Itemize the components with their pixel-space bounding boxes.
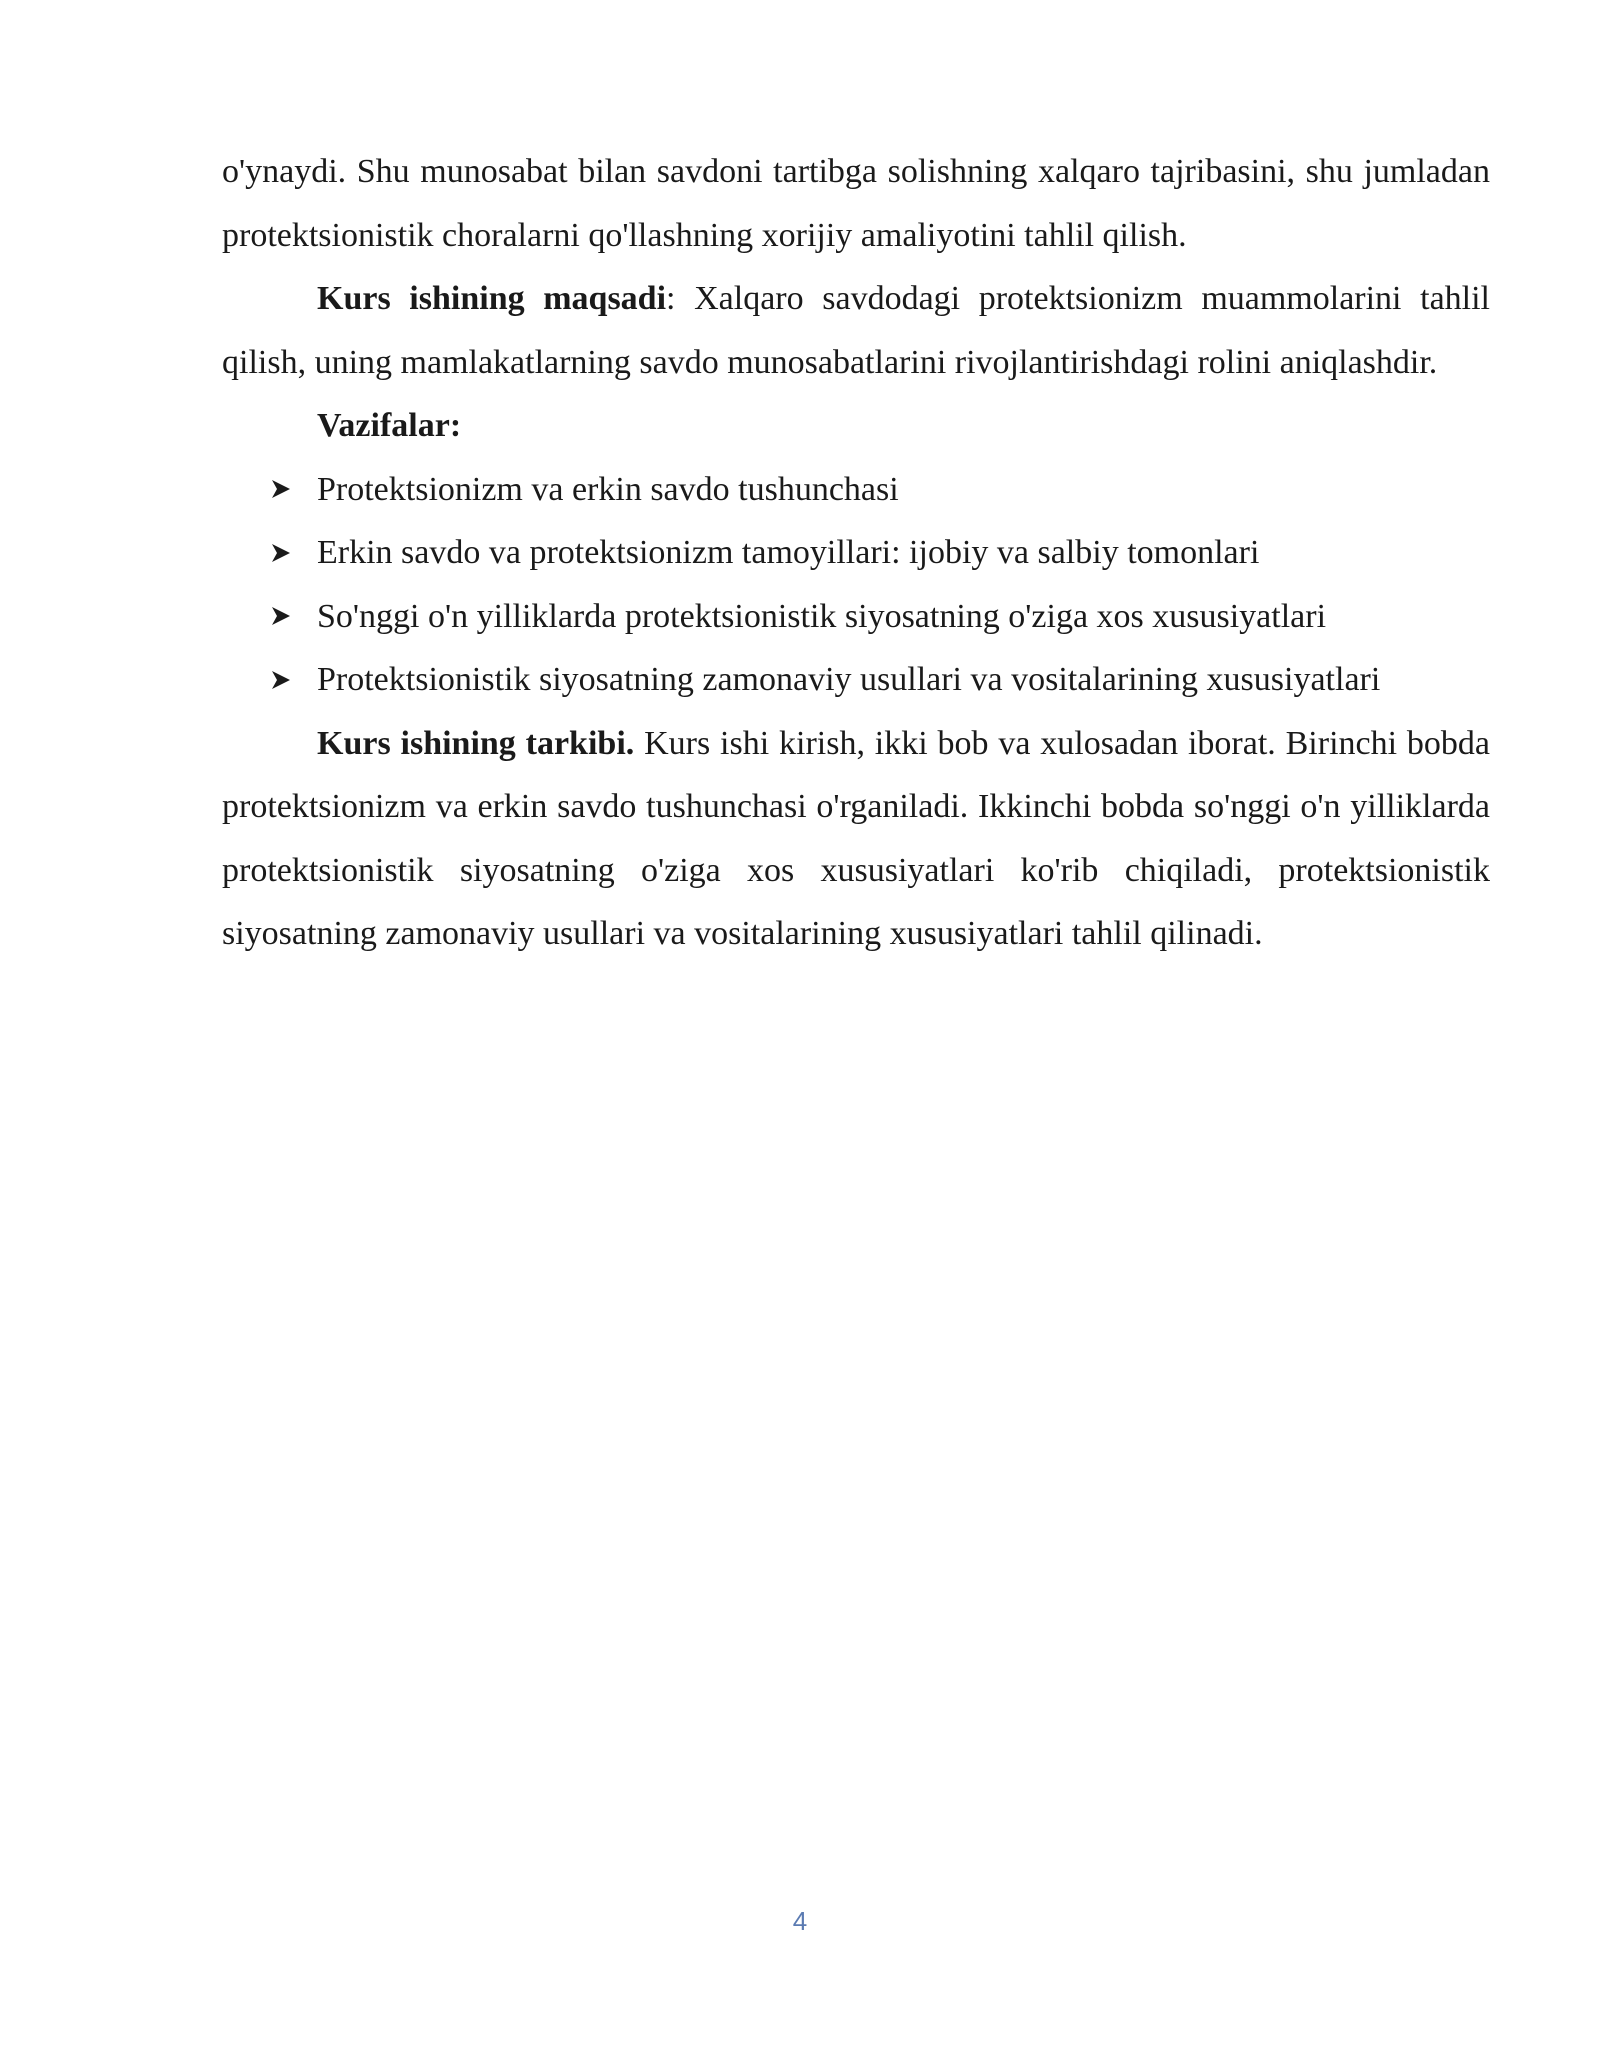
list-item	[222, 648, 1490, 712]
goal-label: Kurs ishining maqsadi	[317, 280, 667, 317]
structure-label: Kurs ishining tarkibi.	[317, 724, 635, 762]
goal-text: : Xalqaro savdodagi protektsionizm muammolarini tahlil qilish, uning mamlakatlarning savdo munosabatlarini rivojlantirishdagi rolini aniqlashdir.	[222, 280, 1490, 381]
arrowhead-bullet-icon	[270, 458, 300, 522]
list-item	[222, 585, 1490, 649]
task-item-text: So'nggi o'n yilliklarda protektsionistik siyosatning o'ziga xos xususiyatlari	[317, 597, 1327, 635]
task-item-text: Protektsionistik siyosatning zamonaviy usullari va vositalarining xususiyatlari	[317, 661, 1381, 698]
tasks-heading: Vazifalar:	[317, 407, 462, 444]
structure-text: Kurs ishi kirish, ikki bob va xulosadan iborat. Birinchi bobda protektsionizm va erkin savdo tushunchasi o'rganiladi. Ikkinchi bobda so'nggi o'n yilliklarda protektsionistik siyosatning o'ziga xos xususiyatlari ko'rib chiqiladi, protektsionistik siyosatning zamonaviy usullari va vositalarining xususiyatlari tahlil qilinadi.	[222, 724, 1490, 952]
tasks-list	[222, 458, 1490, 712]
arrowhead-bullet-icon	[270, 585, 300, 649]
intro-paragraph: o'ynaydi. Shu munosabat bilan savdoni tartibga solishning xalqaro tajribasini, shu jumladan protektsionistik choralarni qo'llashning xorijiy amaliyotini tahlil qilish.	[222, 153, 1490, 254]
goal-paragraph	[222, 267, 1490, 394]
task-item-text: Protektsionizm va erkin savdo tushunchasi	[317, 470, 899, 508]
document-body	[222, 140, 1490, 966]
list-item	[222, 458, 1490, 522]
structure-paragraph	[222, 712, 1490, 966]
arrowhead-bullet-icon	[270, 521, 300, 585]
task-item-text: Erkin savdo va protektsionizm tamoyillari: ijobiy va salbiy tomonlari	[317, 534, 1260, 571]
page-number: 4	[792, 1906, 808, 1936]
arrowhead-bullet-icon	[270, 648, 300, 712]
list-item	[222, 521, 1490, 585]
